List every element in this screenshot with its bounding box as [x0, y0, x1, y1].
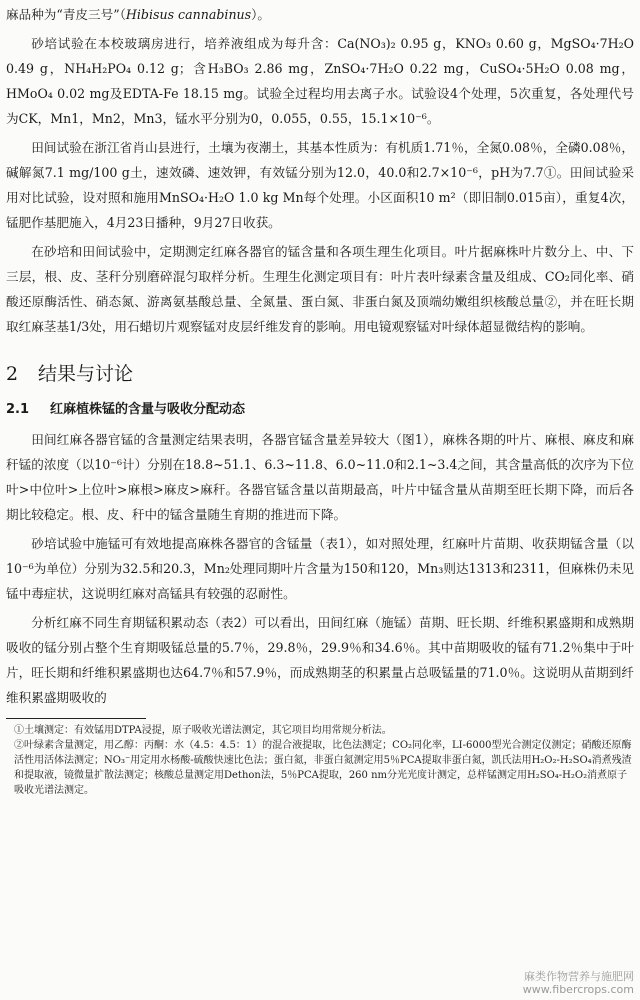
variety-text-pre: 麻品种为“青皮三号”（ — [6, 7, 126, 22]
site-watermark — [523, 970, 634, 996]
variety-text-post: ）。 — [251, 7, 271, 22]
footnote-divider — [6, 718, 146, 719]
paragraph-measurements: 在砂培和田间试验中，定期测定红麻各器官的锰含量和各项生理生化项目。叶片据麻株叶片数分上、中、下三层，根、皮、茎秆分别磨碎混匀取样分析。生理生化测定项目有：叶片表叶绿素含量及组成、CO₂同化率、硝酸还原酶活性、硝态氮、游离氨基酸总量、全氮量、蛋白氮、非蛋白氮及顶端幼嫩组织核酸总量②，并在旺长期取红麻茎基1/3处，用石蜡切片观察锰对皮层纤维发育的影响。用电镜观察锰对叶绿体超显微结构的影响。 — [6, 244, 634, 334]
paragraph-sand-culture: 砂培试验在本校玻璃房进行，培养液组成为每升含：Ca(NO₃)₂ 0.95 g，KNO₃ 0.60 g，MgSO₄·7H₂O 0.49 g，NH₄H₂PO₄ 0.12 g；含H₃BO₃ 2.86 mg，ZnSO₄·7H₂O 0.22 mg，CuSO₄·5H₂O 0.08 mg，HMoO₄ 0.02 mg及EDTA-Fe 18.15 mg。试验全过程均用去离子水。试验设4个处理，5次重复，各处理代号为CK，Mn1，Mn2，Mn3，锰水平分别为0，0.055，0.55，15.1×10⁻⁶。 — [6, 36, 634, 126]
species-name-italic: Hibisus cannabinus — [125, 7, 252, 22]
paragraph-organ-content: 田间红麻各器官锰的含量测定结果表明，各器官锰含量差异较大（图1），麻株各期的叶片、麻根、麻皮和麻秆锰的浓度（以10⁻⁶计）分别在18.8~51.1、6.3~11.8、6.0~11.0和2.1~3.4之间，其含量高低的次序为下位叶>中位叶>上位叶>麻根>麻皮>麻秆。各器官锰含量以苗期最高，叶片中锰含量从苗期至旺长期下降，而后各期比较稳定。根、皮、秆中的锰含量随生育期的推进而下降。 — [6, 432, 634, 522]
section-title: 结果与讨论 — [38, 363, 134, 385]
paragraph-field-trial: 田间试验在浙江省肖山县进行，土壤为夜潮土，其基本性质为：有机质1.71％，全氮0.08％，全磷0.08％，碱解氮7.1 mg/100 g土，速效磷、速效钾，有效锰分别为12.0，40.0和2.7×10⁻⁶，pH为7.7①。田间试验采用对比试验，设对照和施用MnSO₄·H₂O 1.0 kg Mn每个处理。小区面积10 m²（即旧制0.015亩），重复4次，锰肥作基肥施入，4月23日播种，9月27日收获。 — [6, 140, 634, 230]
paragraph-accumulation: 分析红麻不同生育期锰积累动态（表2）可以看出，田间红麻（施锰）苗期、旺长期、纤维积累盛期和成熟期吸收的锰分别占整个生育期吸锰总量的5.7％，29.8％，29.9％和34.6％。其中苗期吸收的锰有71.2％集中于叶片，旺长期和纤维积累盛期也达64.7％和57.9％，而成熟期茎的积累量占总吸锰量的71.0％。这说明从苗期到纤维积累盛期吸收的 — [6, 615, 634, 705]
section-number: 2 — [6, 363, 19, 385]
variety-line — [6, 2, 634, 27]
watermark-url: www.fibercrops.com — [522, 983, 634, 996]
footnote-2: ②叶绿素含量测定，用乙醇：丙酮：水（4.5：4.5：1）的混合液提取，比色法测定；CO₂同化率，LI-6000型光合测定仪测定；硝酸还原酶活性用活体法测定；NO₃⁻用定用水杨酸-硫酸快速比色法；蛋白氮，非蛋白氮测定用5％PCA提取非蛋白氮，凯氏法用H₂O₂-H₂SO₄消煮残渣和提取液，镜微量扩散法测定；核酸总量测定用Dethon法，5％PCA提取，260 nm分光光度计测定，总样锰测定用H₂SO₄-H₂O₂消煮原子吸收光谱法测定。 — [14, 740, 632, 796]
subsection-number: 2.1 — [6, 402, 30, 417]
document-page — [6, 2, 634, 798]
subsection-title: 红麻植株锰的含量与吸收分配动态 — [50, 402, 246, 417]
section-heading — [6, 359, 634, 389]
watermark-title: 麻类作物营养与施肥网 — [524, 970, 634, 983]
subsection-heading — [6, 399, 634, 421]
paragraph-sand-result: 砂培试验中施锰可有效地提高麻株各器官的含锰量（表1），如对照处理，红麻叶片苗期、收获期锰含量（以10⁻⁶为单位）分别为32.5和20.3，Mn₂处理同期叶片含量为150和120，Mn₃则达1313和2311，但麻株仍未见锰中毒症状，这说明红麻对高锰具有较强的忍耐性。 — [6, 536, 634, 601]
footnote-1: ①土壤测定：有效锰用DTPA浸提，原子吸收光谱法测定，其它项目均用常规分析法。 — [14, 725, 392, 736]
